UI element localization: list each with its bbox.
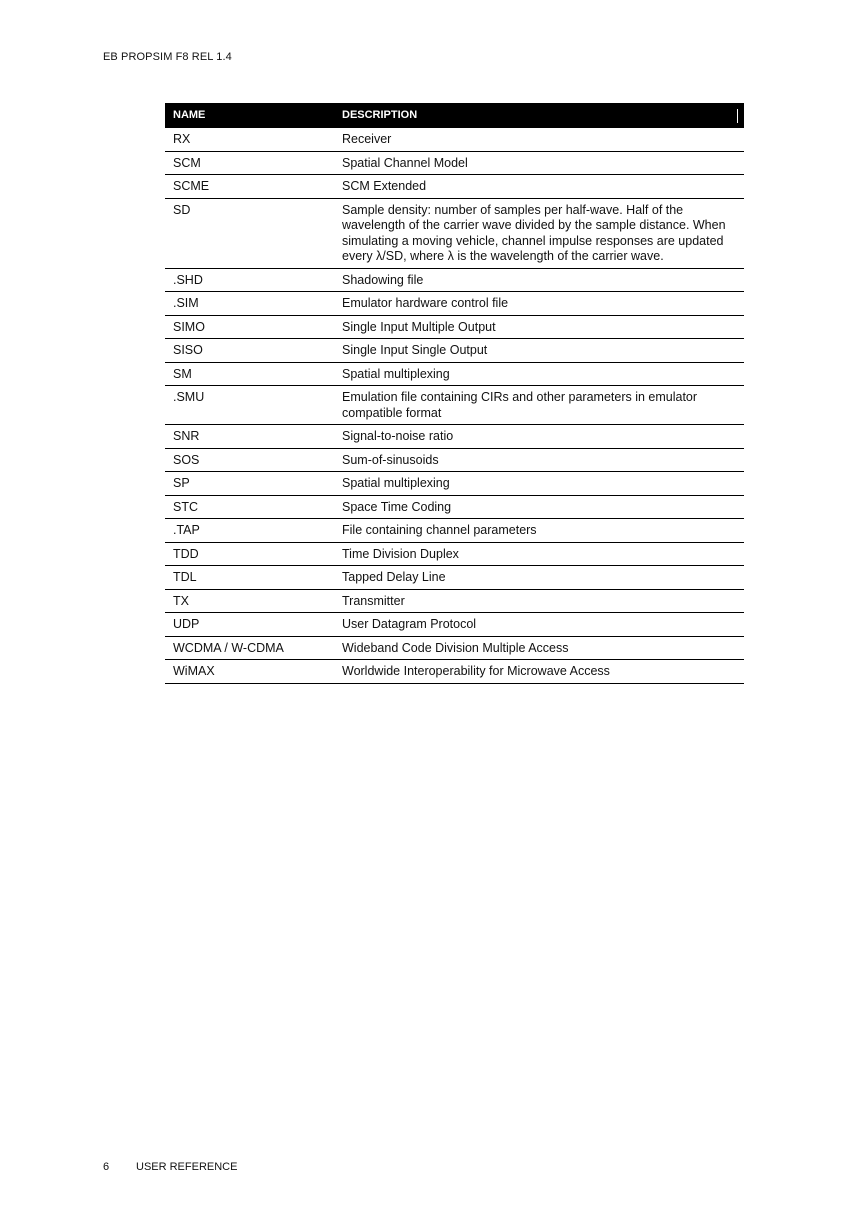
- description-cell: Tapped Delay Line: [334, 566, 744, 590]
- abbreviation-cell: SOS: [165, 448, 334, 472]
- description-cell: Receiver: [334, 128, 744, 151]
- abbreviation-cell: .SIM: [165, 292, 334, 316]
- abbreviation-cell: TDD: [165, 542, 334, 566]
- abbreviation-cell: STC: [165, 495, 334, 519]
- table-row: [165, 268, 744, 292]
- description-cell: Transmitter: [334, 589, 744, 613]
- description-cell: Time Division Duplex: [334, 542, 744, 566]
- description-cell: File containing channel parameters: [334, 519, 744, 543]
- table-row: [165, 198, 744, 268]
- column-header-name: NAME: [165, 103, 334, 128]
- running-footer: [103, 1161, 237, 1173]
- description-cell: Single Input Multiple Output: [334, 315, 744, 339]
- description-cell: Signal-to-noise ratio: [334, 425, 744, 449]
- description-cell: Sample density: number of samples per half-wave. Half of the wavelength of the carrier wave divided by the sample distance. When simulating a moving vehicle, channel impulse responses are updated every λ/SD, where λ is the wavelength of the carrier wave.: [334, 198, 744, 268]
- abbreviation-cell: SNR: [165, 425, 334, 449]
- footer-section-title: USER REFERENCE: [136, 1161, 238, 1173]
- table-row: [165, 589, 744, 613]
- table-row: [165, 339, 744, 363]
- abbreviation-cell: SP: [165, 472, 334, 496]
- table-row: [165, 362, 744, 386]
- table-row: [165, 613, 744, 637]
- abbreviation-cell: WiMAX: [165, 660, 334, 684]
- abbreviation-cell: UDP: [165, 613, 334, 637]
- abbreviation-cell: TX: [165, 589, 334, 613]
- abbreviation-cell: SM: [165, 362, 334, 386]
- table-row: [165, 566, 744, 590]
- description-cell: Worldwide Interoperability for Microwave Access: [334, 660, 744, 684]
- description-cell: Emulator hardware control file: [334, 292, 744, 316]
- description-cell: Shadowing file: [334, 268, 744, 292]
- page-number: 6: [103, 1161, 110, 1173]
- table-row: [165, 175, 744, 199]
- table-row: [165, 292, 744, 316]
- table-row: [165, 151, 744, 175]
- description-cell: Single Input Single Output: [334, 339, 744, 363]
- table-row: [165, 519, 744, 543]
- column-header-description: DESCRIPTION: [334, 103, 744, 128]
- table-row: [165, 660, 744, 684]
- abbreviations-table: [165, 103, 744, 684]
- description-cell: Emulation file containing CIRs and other parameters in emulator compatible format: [334, 386, 744, 425]
- description-cell: Spatial multiplexing: [334, 362, 744, 386]
- abbreviation-cell: .SHD: [165, 268, 334, 292]
- table-row: [165, 448, 744, 472]
- table-row: [165, 425, 744, 449]
- table-row: [165, 472, 744, 496]
- abbreviation-cell: RX: [165, 128, 334, 151]
- abbreviation-cell: .SMU: [165, 386, 334, 425]
- description-cell: User Datagram Protocol: [334, 613, 744, 637]
- running-header: EB PROPSIM F8 REL 1.4: [103, 51, 232, 63]
- abbreviation-cell: SD: [165, 198, 334, 268]
- table-row: [165, 636, 744, 660]
- description-cell: Space Time Coding: [334, 495, 744, 519]
- table-row: [165, 495, 744, 519]
- description-cell: Sum-of-sinusoids: [334, 448, 744, 472]
- abbreviation-cell: WCDMA / W-CDMA: [165, 636, 334, 660]
- description-cell: Spatial Channel Model: [334, 151, 744, 175]
- abbreviation-cell: SIMO: [165, 315, 334, 339]
- table-row: [165, 128, 744, 151]
- description-cell: SCM Extended: [334, 175, 744, 199]
- table-row: [165, 315, 744, 339]
- abbreviation-cell: .TAP: [165, 519, 334, 543]
- table-row: [165, 542, 744, 566]
- description-cell: Wideband Code Division Multiple Access: [334, 636, 744, 660]
- abbreviation-cell: SCME: [165, 175, 334, 199]
- abbreviation-cell: SISO: [165, 339, 334, 363]
- abbreviation-cell: TDL: [165, 566, 334, 590]
- table-header-row: [165, 103, 744, 128]
- table-row: [165, 386, 744, 425]
- abbreviation-cell: SCM: [165, 151, 334, 175]
- description-cell: Spatial multiplexing: [334, 472, 744, 496]
